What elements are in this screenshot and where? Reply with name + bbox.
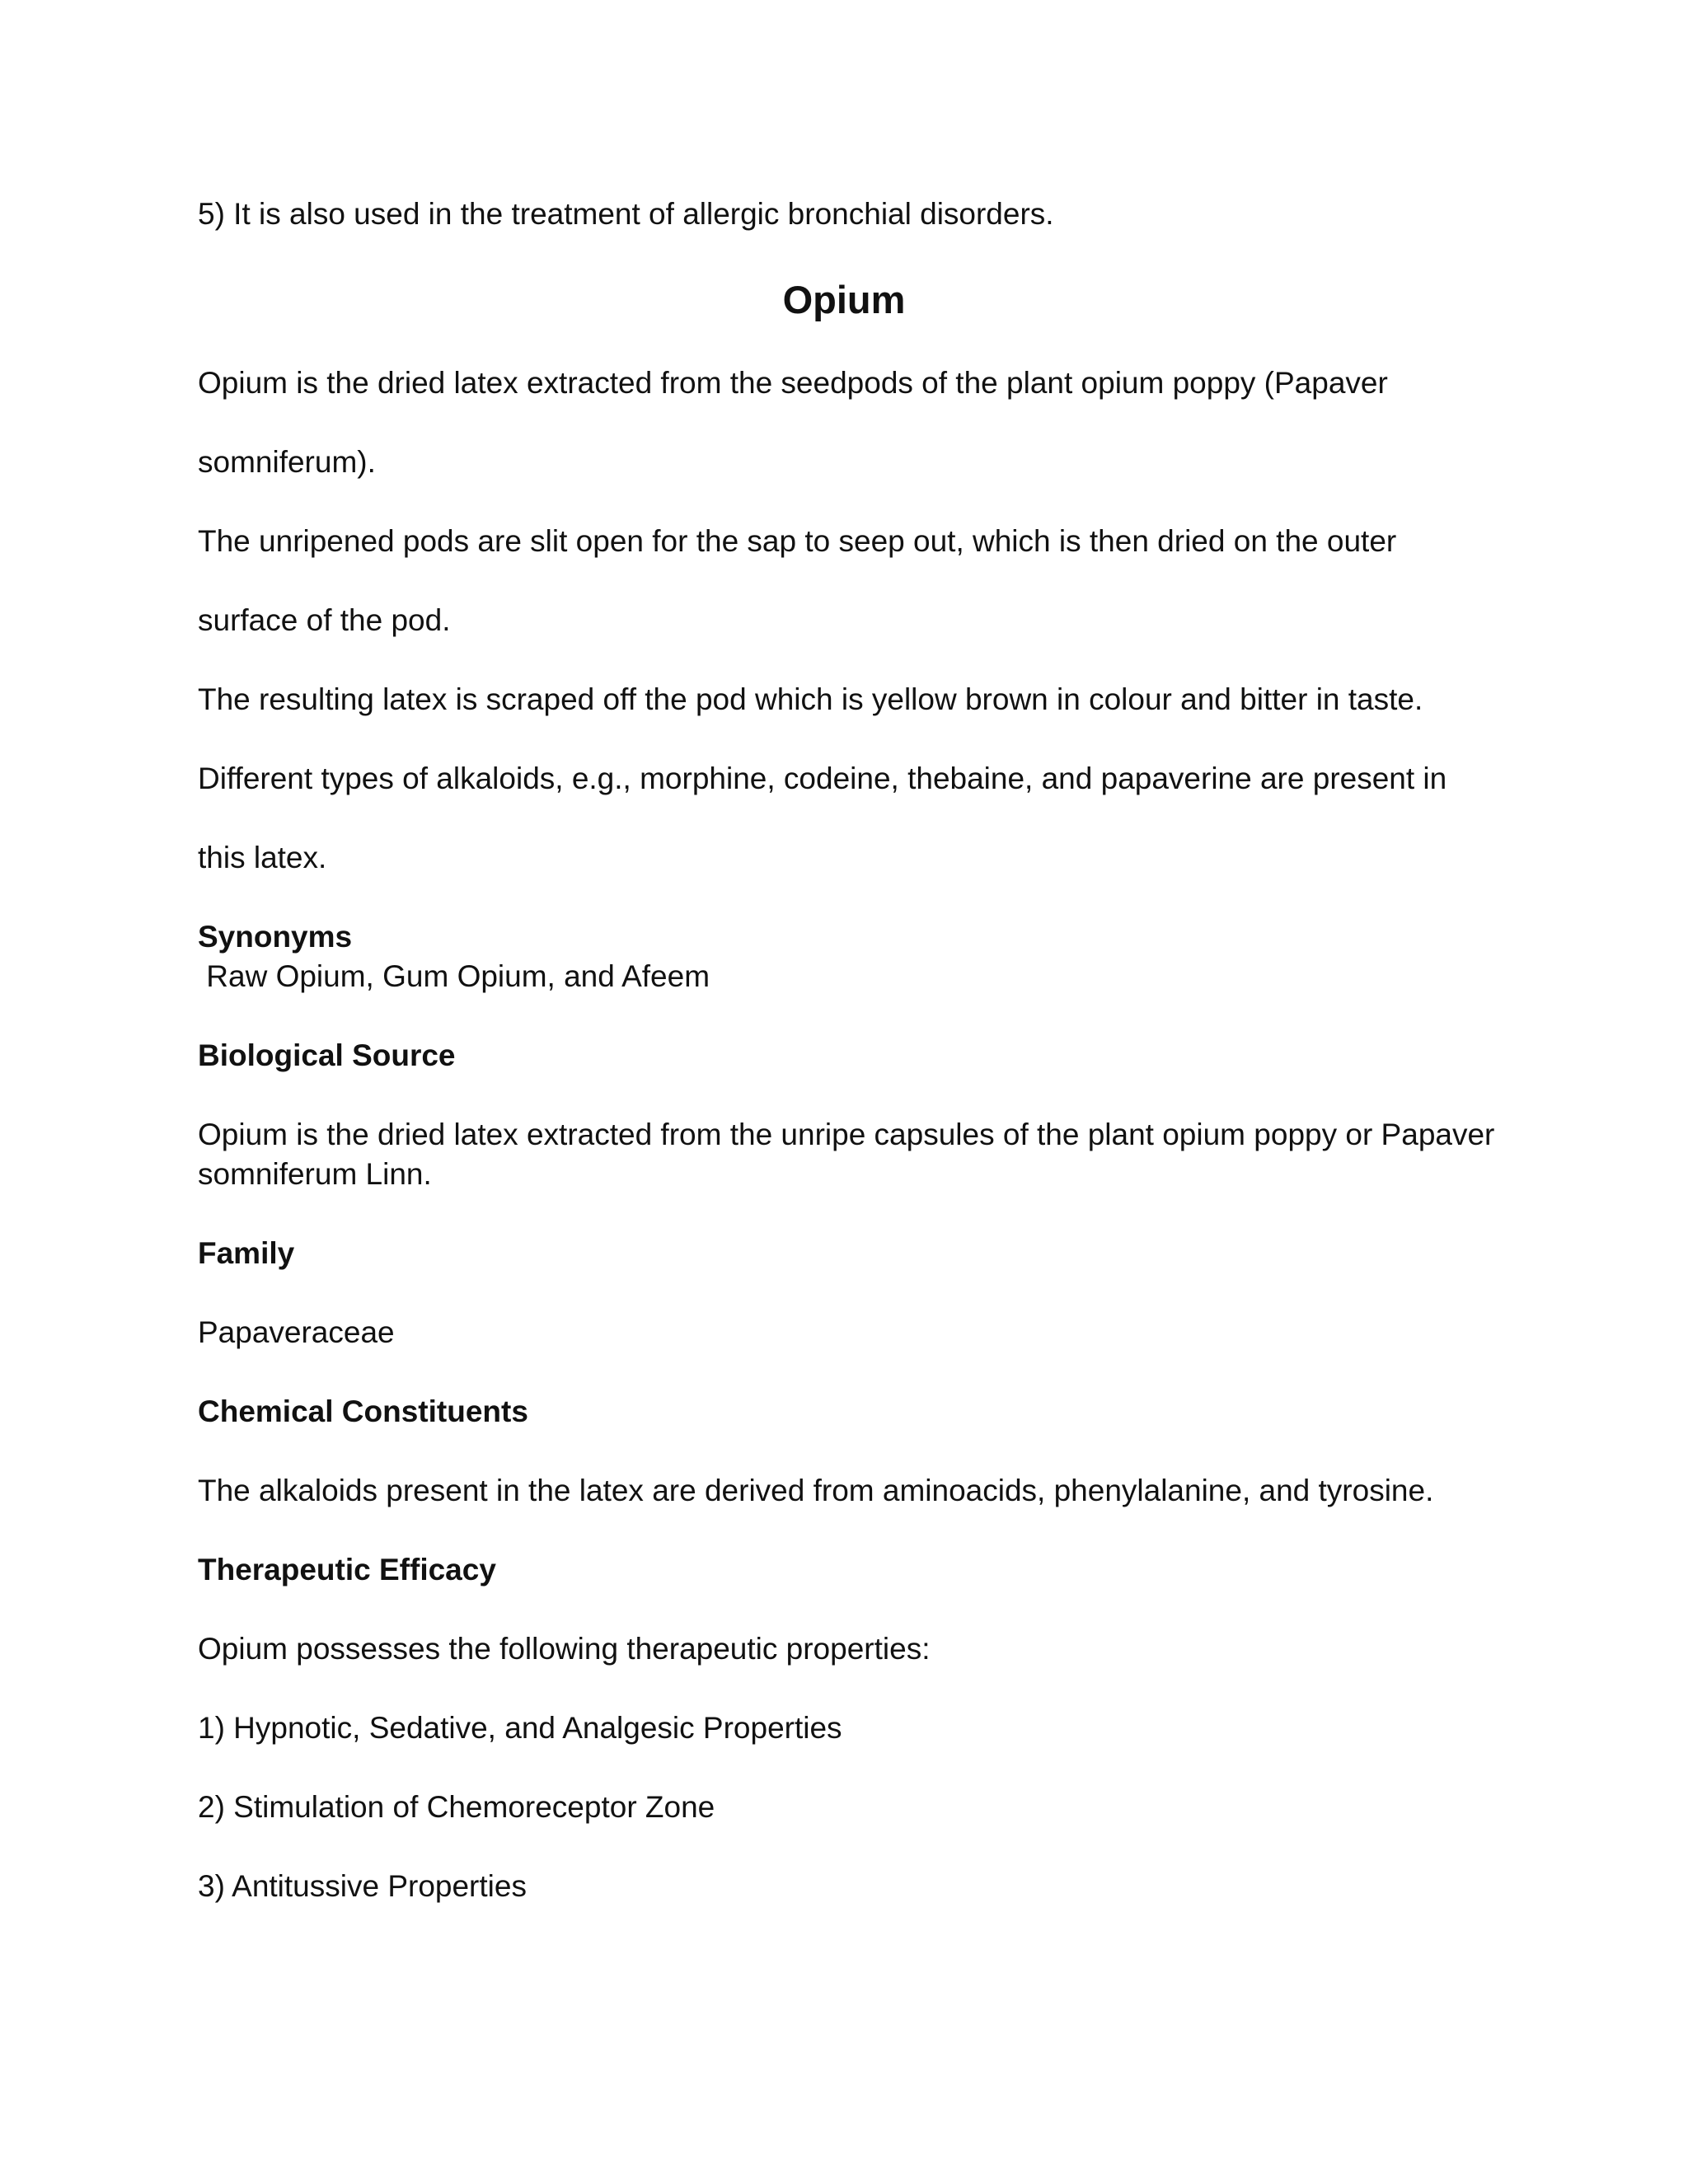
paragraph-line: The resulting latex is scraped off the pod which is yellow brown in colour and bitter in taste. bbox=[198, 682, 1423, 716]
paragraph-line: surface of the pod. bbox=[198, 603, 451, 637]
page-title: Opium bbox=[782, 278, 906, 321]
therapeutic-efficacy-heading: Therapeutic Efficacy bbox=[198, 1553, 496, 1586]
intro-line: 5) It is also used in the treatment of allergic bronchial disorders. bbox=[198, 197, 1054, 231]
list-item: 1) Hypnotic, Sedative, and Analgesic Properties bbox=[198, 1711, 842, 1745]
paragraph-line: The unripened pods are slit open for the sap to seep out, which is then dried on the outer bbox=[198, 524, 1397, 558]
synonyms-heading: Synonyms bbox=[198, 920, 353, 954]
list-item: 3) Antitussive Properties bbox=[198, 1869, 527, 1903]
biological-source-line: Opium is the dried latex extracted from the unripe capsules of the plant opium poppy or Papaver bbox=[198, 1118, 1495, 1151]
list-item: 2) Stimulation of Chemoreceptor Zone bbox=[198, 1790, 715, 1824]
paragraph-line: Different types of alkaloids, e.g., morphine, codeine, thebaine, and papaverine are present in bbox=[198, 762, 1447, 795]
chemical-constituents-heading: Chemical Constituents bbox=[198, 1394, 528, 1428]
therapeutic-efficacy-intro: Opium possesses the following therapeutic properties: bbox=[198, 1632, 931, 1666]
paragraph-line: Opium is the dried latex extracted from the seedpods of the plant opium poppy (Papaver bbox=[198, 366, 1388, 400]
biological-source-line: somniferum Linn. bbox=[198, 1157, 432, 1191]
paragraph-line: this latex. bbox=[198, 841, 327, 874]
family-heading: Family bbox=[198, 1236, 295, 1270]
paragraph-line: somniferum). bbox=[198, 445, 376, 479]
family-text: Papaveraceae bbox=[198, 1315, 395, 1349]
chemical-constituents-text: The alkaloids present in the latex are derived from aminoacids, phenylalanine, and tyrosine. bbox=[198, 1474, 1434, 1507]
biological-source-heading: Biological Source bbox=[198, 1038, 456, 1072]
synonyms-text: Raw Opium, Gum Opium, and Afeem bbox=[198, 959, 710, 993]
